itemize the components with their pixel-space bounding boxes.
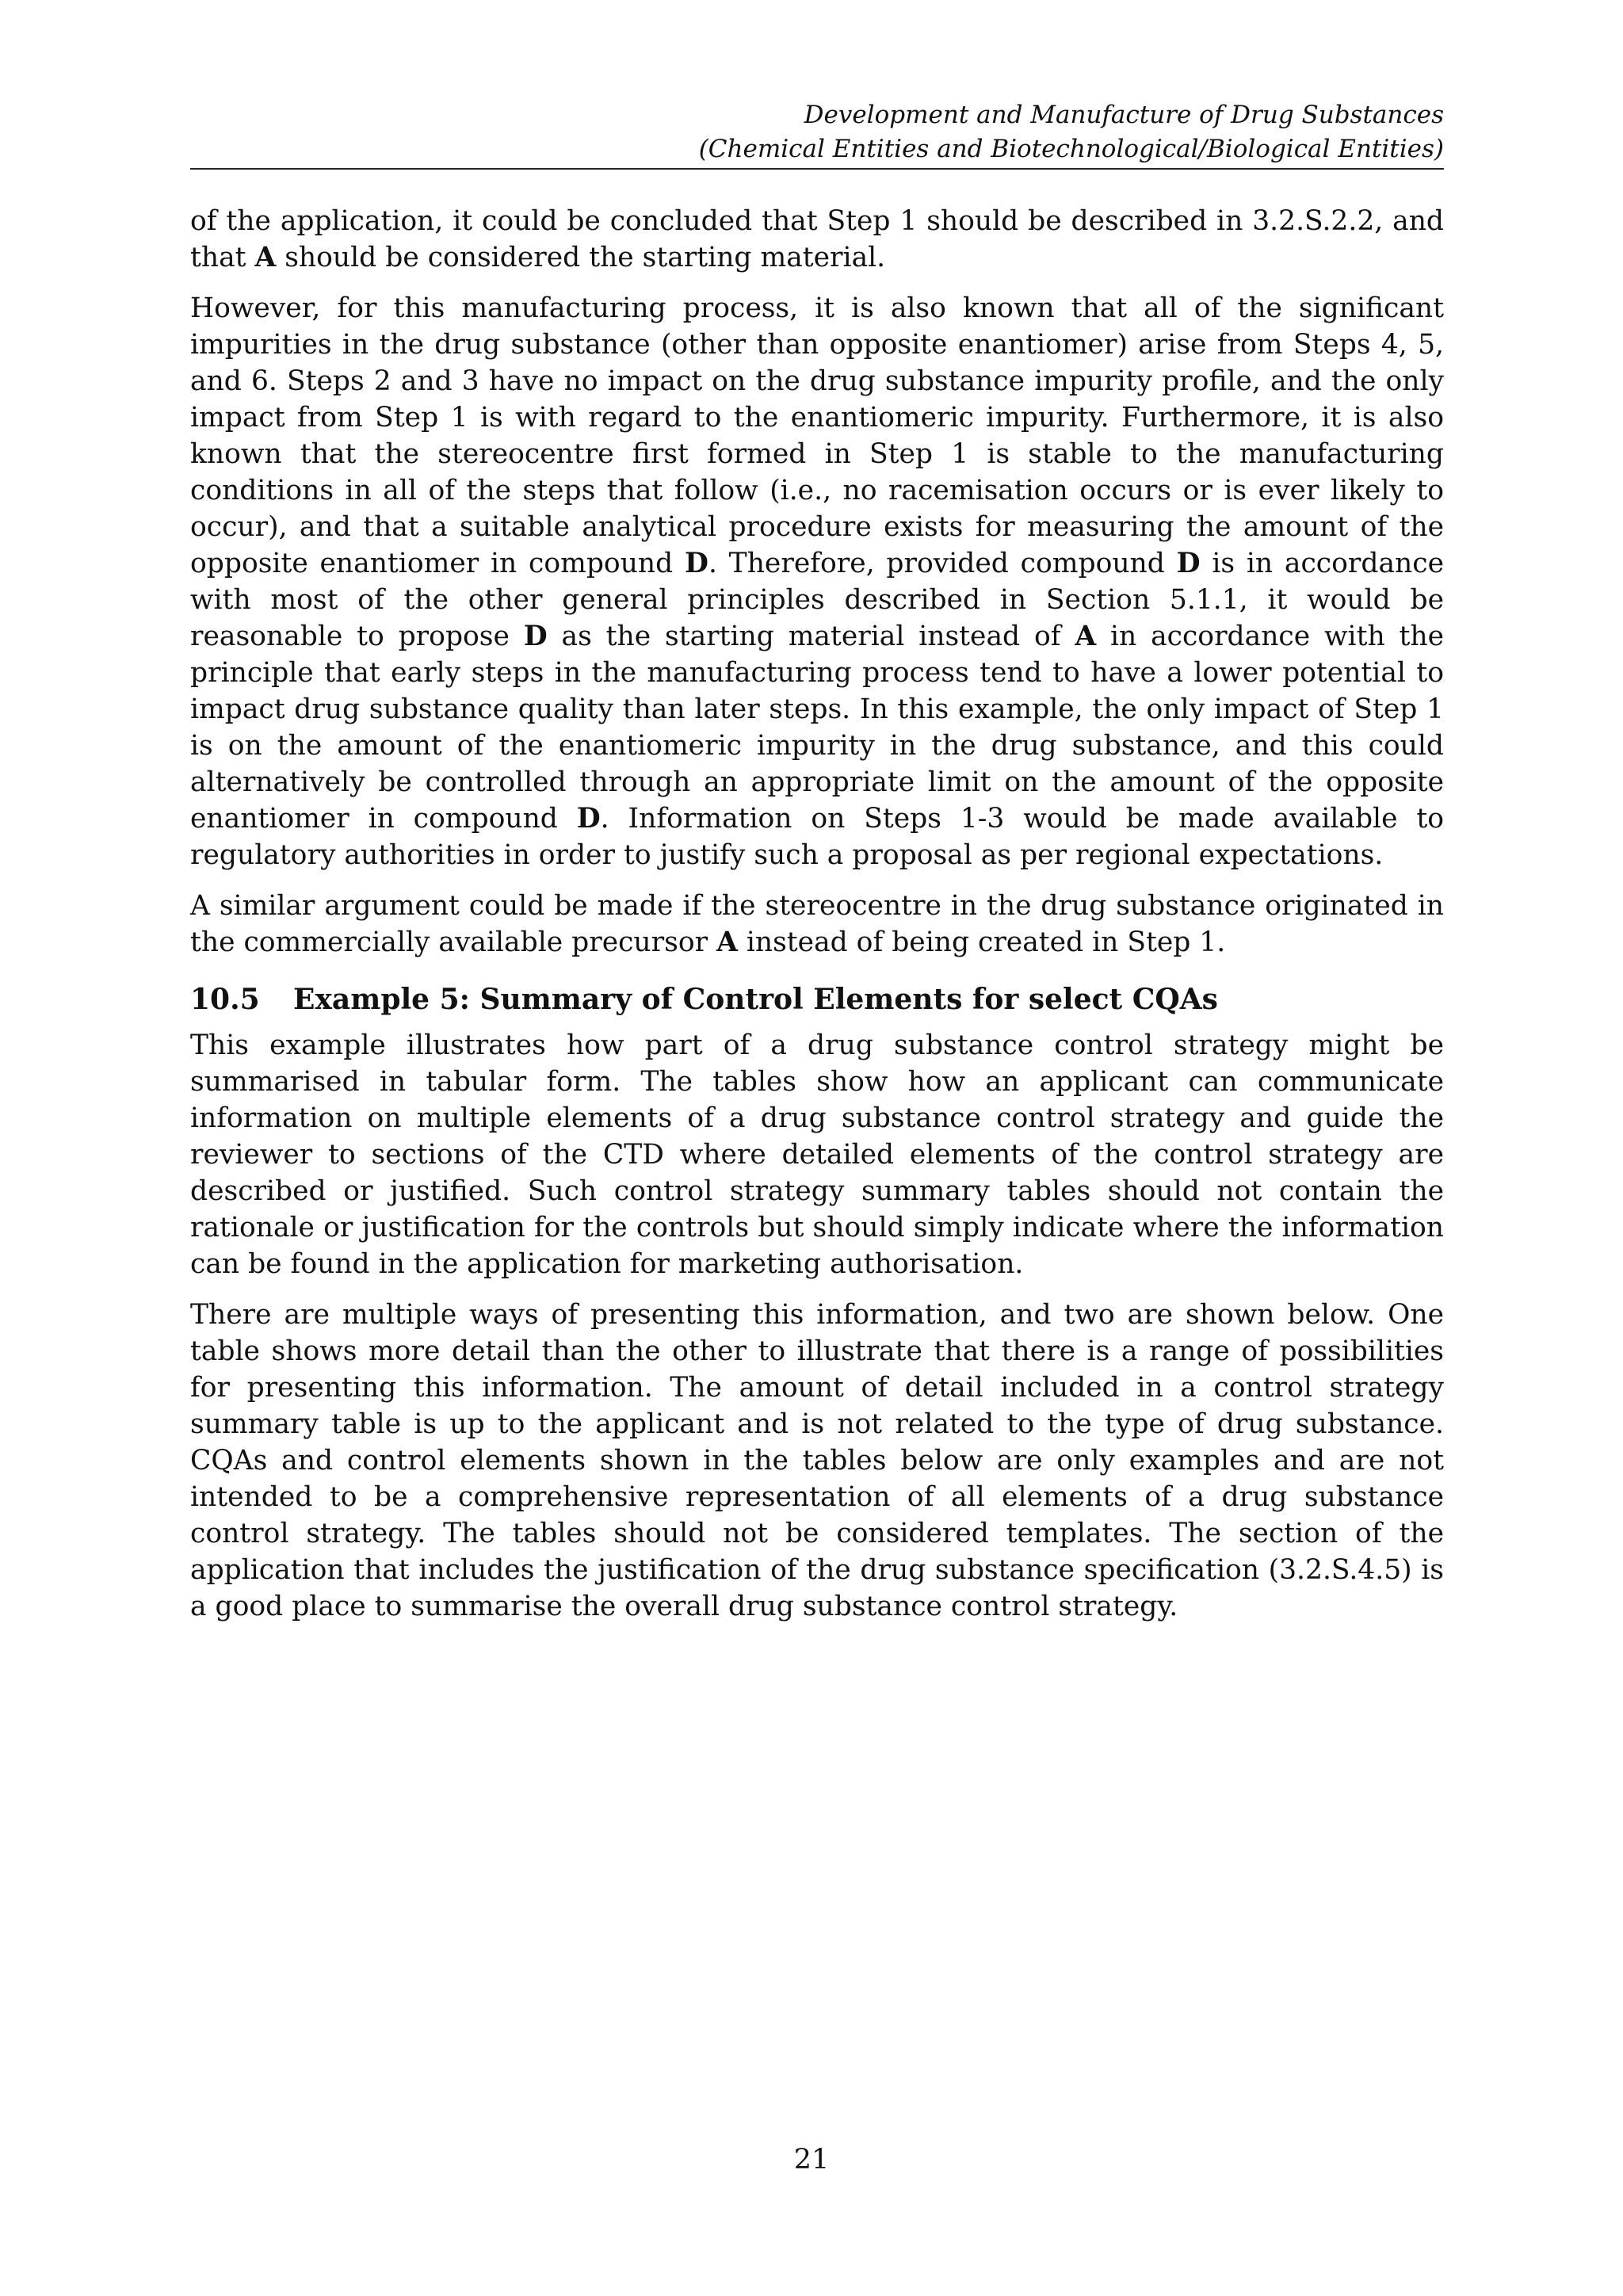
- paragraph-2: However, for this manufacturing process, it is also known that all of the significant impurities in the drug substance (other than opposite enantiomer) arise from Steps 4, 5, and 6. Steps 2 and 3 have no impact on the drug substance impurity profile, and the only impact from Step 1 is with regard to the enantiomeric impurity. Furthermore, it is also known that the stereocentre first formed in Step 1 is stable to the manufacturing conditions in all of the steps that follow (i.e., no racemisation occurs or is ever likely to occur), and that a suitable analytical procedure exists for measuring the amount of the opposite enantiomer in compound D. Therefore, provided compound D is in accordance with most of the other general principles described in Section 5.1.1, it would be reasonable to propose D as the starting material instead of A in accordance with the principle that early steps in the manufacturing process tend to have a lower potential to impact drug substance quality than later steps. In this example, the only impact of Step 1 is on the amount of the enantiomeric impurity in the drug substance, and this could alternatively be controlled through an appropriate limit on the amount of the opposite enantiomer in compound D. Information on Steps 1-3 would be made available to regulatory authorities in order to justify such a proposal as per regional expectations.: [190, 292, 1445, 871]
- paragraph-1: of the application, it could be concluded that Step 1 should be described in 3.2.S.2.2, and that A should be considered the starting material.: [190, 205, 1444, 273]
- section-number: 10.5: [190, 983, 260, 1016]
- compound-label: A: [254, 242, 277, 273]
- compound-label: A: [1075, 621, 1097, 652]
- paragraph-4: This example illustrates how part of a drug substance control strategy might be summarised in tabular form. The tables show how an applicant can communicate information on multiple elements of a drug substance control strategy and guide the reviewer to sections of the CTD where detailed elements of the control strategy are described or justified. Such control strategy summary tables should not contain the rationale or justification for the controls but should simply indicate where the information can be found in the application for marketing authorisation.: [190, 1030, 1444, 1280]
- section-title: Example 5: Summary of Control Elements for select CQAs: [293, 983, 1218, 1016]
- compound-label: A: [716, 926, 738, 958]
- section-heading: [190, 981, 1444, 1018]
- main-content: [190, 203, 1444, 1639]
- header-line-1: Development and Manufacture of Drug Substances: [804, 101, 1444, 129]
- header-line-2: (Chemical Entities and Biotechnological/Biological Entities): [698, 135, 1444, 163]
- page-number: 21: [793, 2144, 830, 2176]
- paragraph-5: There are multiple ways of presenting this information, and two are shown below. One table shows more detail than the other to illustrate that there is a range of possibilities for presenting this information. The amount of detail included in a control strategy summary table is up to the applicant and is not related to the type of drug substance. CQAs and control elements shown in the tables below are only examples and are not intended to be a comprehensive representation of all elements of a drug substance control strategy. The tables should not be considered templates. The section of the application that includes the justification of the drug substance specification (3.2.S.4.5) is a good place to summarise the overall drug substance control strategy.: [190, 1299, 1444, 1622]
- header-divider: [190, 168, 1444, 170]
- compound-label: D: [576, 803, 601, 835]
- compound-label: D: [523, 621, 548, 652]
- compound-label: D: [1176, 548, 1201, 579]
- compound-label: D: [685, 548, 708, 579]
- running-header: [190, 98, 1444, 166]
- paragraph-3: A similar argument could be made if the stereocentre in the drug substance originated in the commercially available precursor A instead of being created in Step 1.: [190, 890, 1444, 958]
